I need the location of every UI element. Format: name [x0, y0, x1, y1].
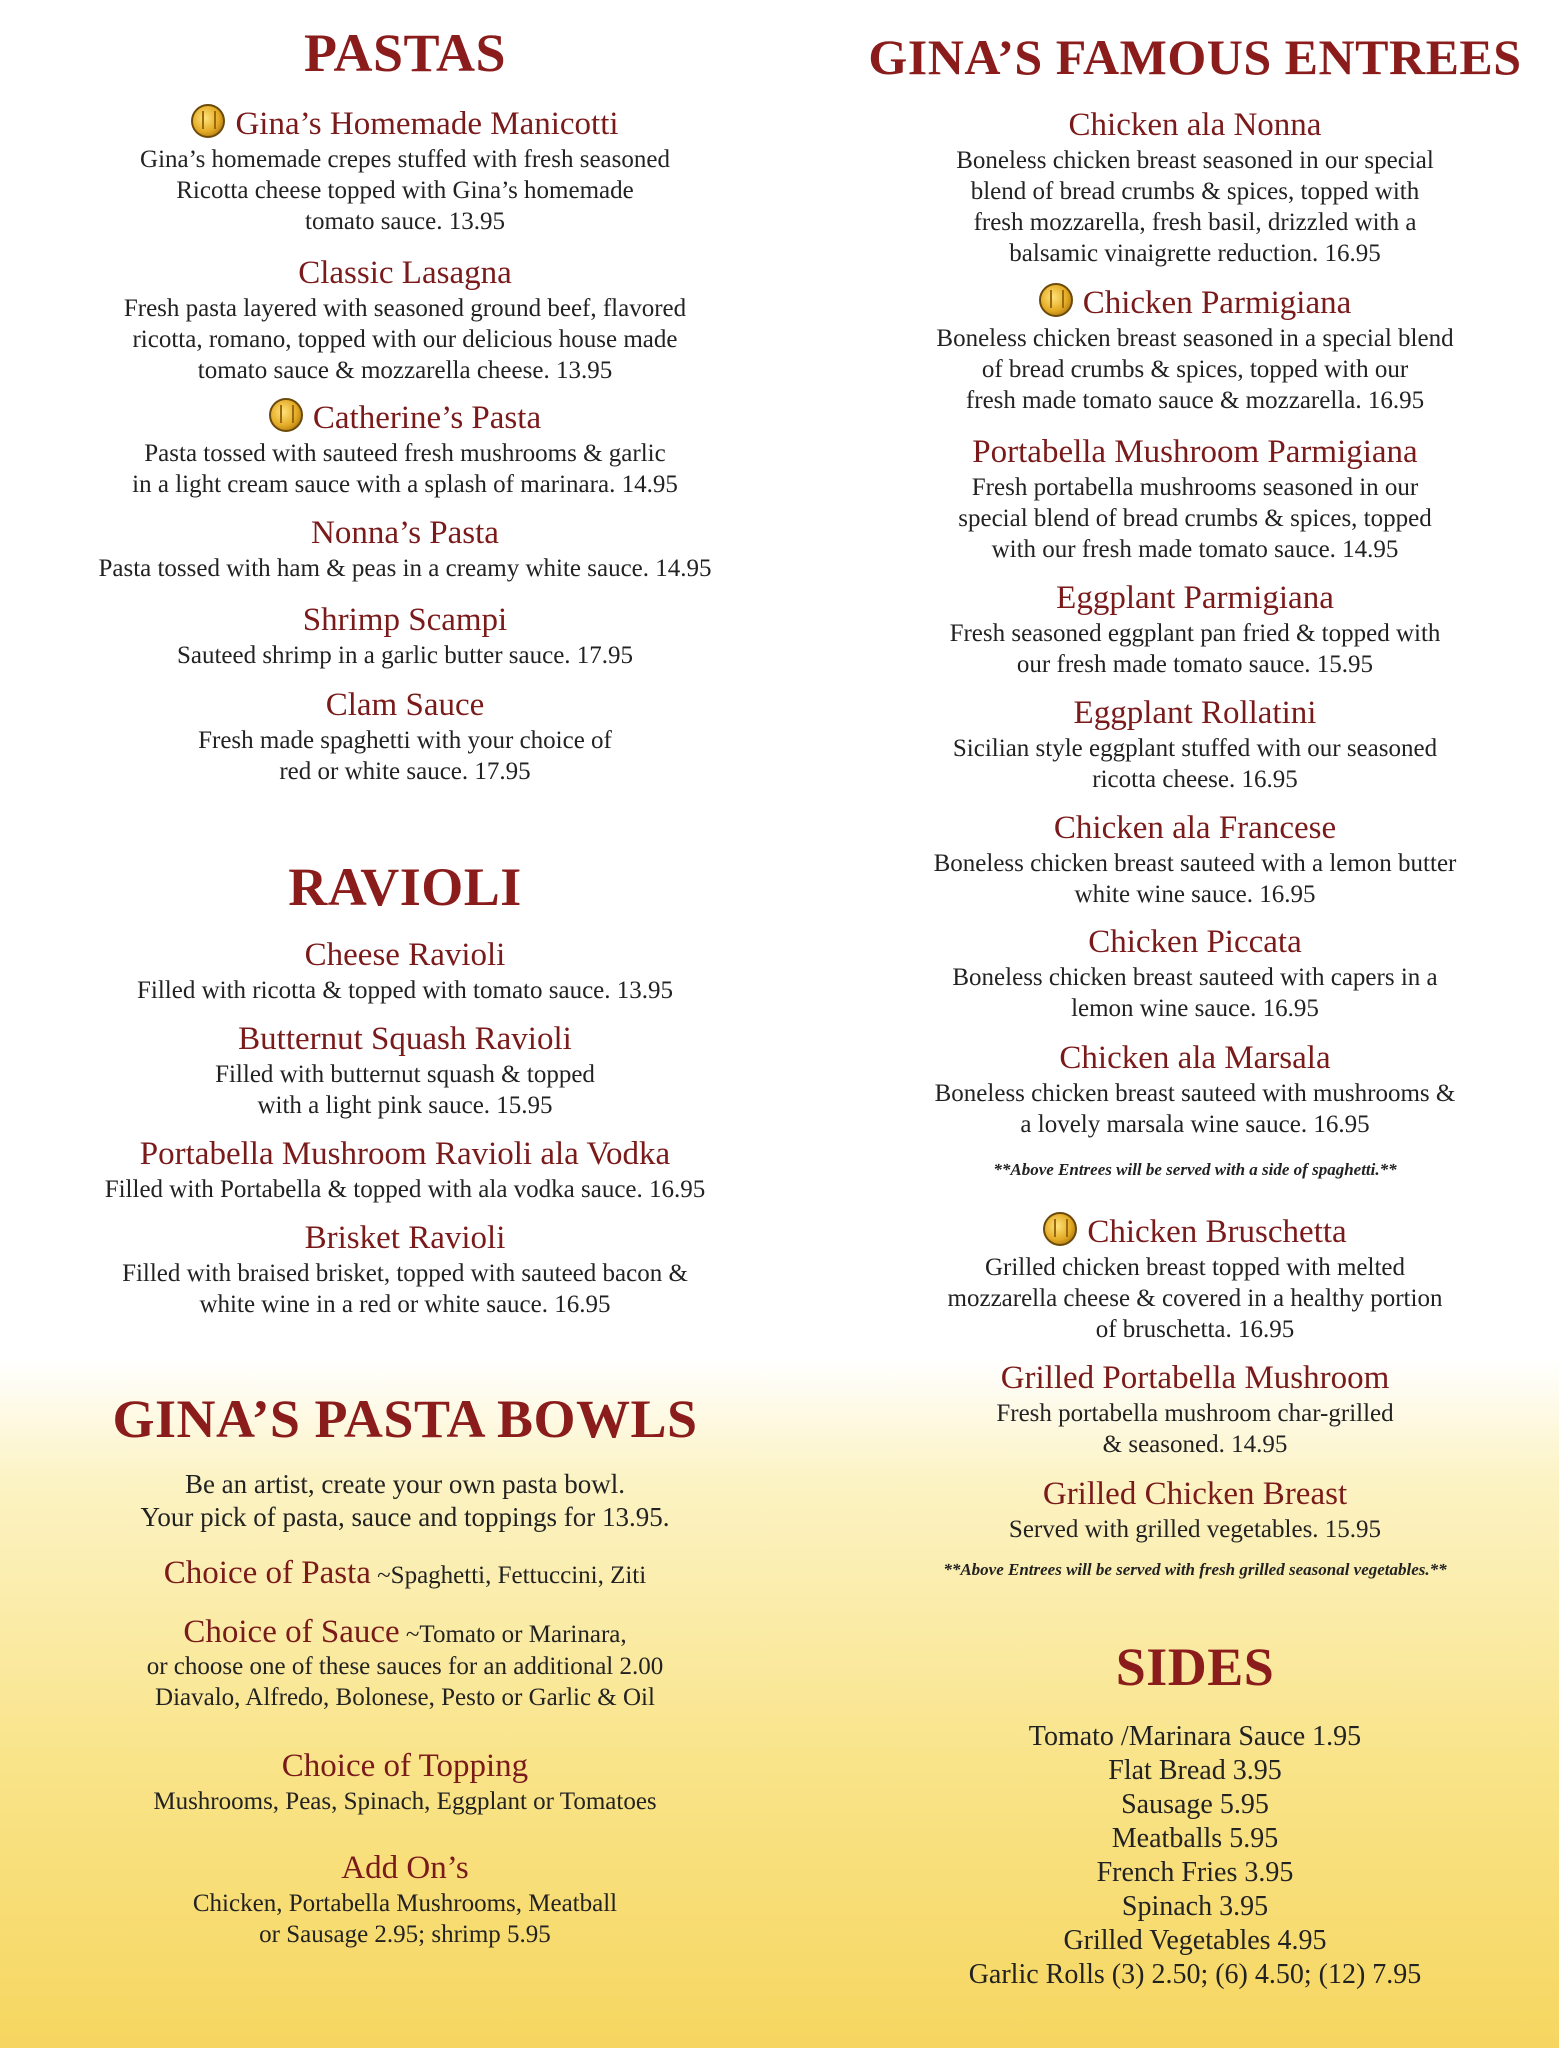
add-ons-label: Add On’s: [341, 1850, 469, 1886]
item-desc: Filled with ricotta & topped with tomato sauce. 13.95: [136, 977, 674, 1004]
item-desc: Fresh portabella mushroom char-grilled & seasoned. 14.95: [996, 1400, 1394, 1458]
add-ons: [20, 1848, 790, 1950]
gold-medallion-icon: [191, 104, 225, 138]
menu-item: [20, 685, 790, 787]
menu-item: [850, 1474, 1540, 1545]
sides-list: [850, 1720, 1540, 1992]
ravioli-heading: RAVIOLI: [288, 857, 522, 917]
item-name: Cheese Ravioli: [304, 937, 506, 973]
side-item: French Fries 3.95: [1096, 1857, 1294, 1888]
choice-sauce-label: Choice of Sauce: [183, 1614, 400, 1650]
item-desc: Boneless chicken breast sauteed with mushrooms & a lovely marsala wine sauce. 16.95: [934, 1080, 1456, 1138]
menu-item: [850, 283, 1540, 416]
menu-item: [20, 1218, 790, 1320]
item-desc: Pasta tossed with ham & peas in a creamy white sauce. 14.95: [98, 555, 712, 582]
side-item: Grilled Vegetables 4.95: [1063, 1925, 1327, 1956]
side-item: Spinach 3.95: [1121, 1891, 1269, 1922]
item-name: Chicken Piccata: [1088, 924, 1302, 960]
item-name: Chicken Parmigiana: [1082, 285, 1352, 321]
entrees-heading: GINA’S FAMOUS ENTREES: [868, 29, 1522, 85]
side-item: Sausage 5.95: [1121, 1789, 1269, 1820]
add-ons-options: Chicken, Portabella Mushrooms, Meatball or Sausage 2.95; shrimp 5.95: [192, 1890, 618, 1948]
item-name: Classic Lasagna: [298, 255, 512, 291]
item-name: Portabella Mushroom Parmigiana: [972, 434, 1418, 470]
item-name: Shrimp Scampi: [302, 602, 508, 638]
item-name: Chicken Bruschetta: [1087, 1214, 1347, 1250]
gold-medallion-icon: [269, 398, 303, 432]
menu-item: [20, 398, 790, 500]
item-desc: Fresh pasta layered with seasoned ground beef, flavored ricotta, romano, topped with our delicious house made tomato sauce & mozzarella cheese. 13.95: [123, 295, 687, 384]
item-desc: Filled with Portabella & topped with ala vodka sauce. 16.95: [104, 1176, 706, 1203]
menu-item: [850, 432, 1540, 565]
menu-item: [850, 693, 1540, 795]
choice-topping-label: Choice of Topping: [281, 1748, 529, 1784]
item-name: Clam Sauce: [325, 687, 485, 723]
menu-item: [20, 600, 790, 671]
item-desc: Fresh seasoned eggplant pan fried & topped with our fresh made tomato sauce. 15.95: [949, 620, 1441, 678]
item-name: Eggplant Parmigiana: [1056, 580, 1334, 616]
menu-item: [20, 935, 790, 1006]
item-name: Butternut Squash Ravioli: [238, 1021, 572, 1057]
item-desc: Filled with braised brisket, topped with sauteed bacon & white wine in a red or white sauce. 16.95: [122, 1260, 688, 1318]
item-name: Nonna’s Pasta: [311, 515, 499, 551]
pastas-heading: PASTAS: [303, 23, 507, 83]
item-name: Grilled Portabella Mushroom: [1000, 1360, 1390, 1396]
menu-item: [20, 104, 790, 237]
item-name: Chicken ala Francese: [1053, 810, 1337, 846]
choice-topping: [20, 1746, 790, 1817]
item-desc: Fresh portabella mushrooms seasoned in our special blend of bread crumbs & spices, topped with our fresh made tomato sauce. 14.95: [958, 474, 1432, 563]
pasta-bowls-heading: GINA’S PASTA BOWLS: [112, 1389, 698, 1449]
item-name: Chicken ala Nonna: [1068, 107, 1322, 143]
choice-pasta: [20, 1555, 790, 1592]
item-desc: Sicilian style eggplant stuffed with our seasoned ricotta cheese. 16.95: [952, 735, 1438, 793]
side-item: Garlic Rolls (3) 2.50; (6) 4.50; (12) 7.95: [968, 1959, 1422, 1990]
item-desc: Filled with butternut squash & topped with a light pink sauce. 15.95: [215, 1061, 595, 1119]
item-desc: Sauteed shrimp in a garlic butter sauce. 17.95: [176, 642, 634, 669]
choice-topping-options: Mushrooms, Peas, Spinach, Eggplant or Tomatoes: [153, 1788, 657, 1815]
choice-sauce: [20, 1614, 790, 1713]
item-desc: Grilled chicken breast topped with melted mozzarella cheese & covered in a healthy portion of bruschetta. 16.95: [947, 1254, 1443, 1343]
choice-sauce-more: or choose one of these sauces for an additional 2.00 Diavalo, Alfredo, Bolonese, Pesto or Garlic & Oil: [146, 1653, 664, 1711]
gold-medallion-icon: [1039, 283, 1073, 317]
item-desc: Served with grilled vegetables. 15.95: [1008, 1516, 1382, 1543]
item-name: Chicken ala Marsala: [1059, 1040, 1331, 1076]
item-name: Brisket Ravioli: [304, 1220, 506, 1256]
menu-item: [20, 253, 790, 386]
side-item: Meatballs 5.95: [1111, 1823, 1279, 1854]
side-item: Tomato /Marinara Sauce 1.95: [1028, 1721, 1362, 1752]
side-item: Flat Bread 3.95: [1108, 1755, 1282, 1786]
item-desc: Gina’s homemade crepes stuffed with fresh seasoned Ricotta cheese topped with Gina’s homemade tomato sauce. 13.95: [140, 146, 670, 235]
item-name: Eggplant Rollatini: [1073, 695, 1317, 731]
menu-item: [850, 1212, 1540, 1345]
choice-sauce-options: ~Tomato or Marinara,: [399, 1621, 627, 1648]
menu-item: [20, 1134, 790, 1205]
menu-item: [20, 513, 790, 584]
menu-item: [850, 1358, 1540, 1460]
item-name: Grilled Chicken Breast: [1042, 1476, 1348, 1512]
menu-item: [20, 1019, 790, 1121]
menu-item: [850, 808, 1540, 910]
entrees-note-vegetables: **Above Entrees will be served with fresh grilled seasonal vegetables.**: [943, 1560, 1447, 1579]
entrees-note-spaghetti: **Above Entrees will be served with a side of spaghetti.**: [993, 1160, 1397, 1179]
sides-heading: SIDES: [1115, 1637, 1275, 1697]
item-desc: Boneless chicken breast sauteed with a lemon butter white wine sauce. 16.95: [933, 850, 1457, 908]
pasta-bowls-intro: Be an artist, create your own pasta bowl. Your pick of pasta, sauce and toppings for 13.95.: [140, 1469, 670, 1532]
item-desc: Boneless chicken breast seasoned in our special blend of bread crumbs & spices, topped with fresh mozzarella, fresh basil, drizzled with a balsamic vinaigrette reduction. 16.95: [956, 147, 1434, 267]
menu-item: [850, 1038, 1540, 1140]
menu-item: [850, 922, 1540, 1024]
item-desc: Fresh made spaghetti with your choice of red or white sauce. 17.95: [198, 727, 612, 785]
item-desc: Pasta tossed with sauteed fresh mushrooms & garlic in a light cream sauce with a splash of marinara. 14.95: [132, 440, 678, 498]
item-desc: Boneless chicken breast sauteed with capers in a lemon wine sauce. 16.95: [952, 964, 1438, 1022]
item-desc: Boneless chicken breast seasoned in a special blend of bread crumbs & spices, topped with our fresh made tomato sauce & mozzarella. 16.95: [936, 325, 1454, 414]
item-name: Portabella Mushroom Ravioli ala Vodka: [139, 1136, 671, 1172]
menu-item: [850, 105, 1540, 269]
choice-pasta-label: Choice of Pasta: [163, 1555, 371, 1591]
item-name: Gina’s Homemade Manicotti: [235, 106, 619, 142]
gold-medallion-icon: [1043, 1212, 1077, 1246]
menu-item: [850, 578, 1540, 680]
item-name: Catherine’s Pasta: [312, 400, 542, 436]
choice-pasta-options: ~Spaghetti, Fettuccini, Ziti: [370, 1562, 647, 1589]
